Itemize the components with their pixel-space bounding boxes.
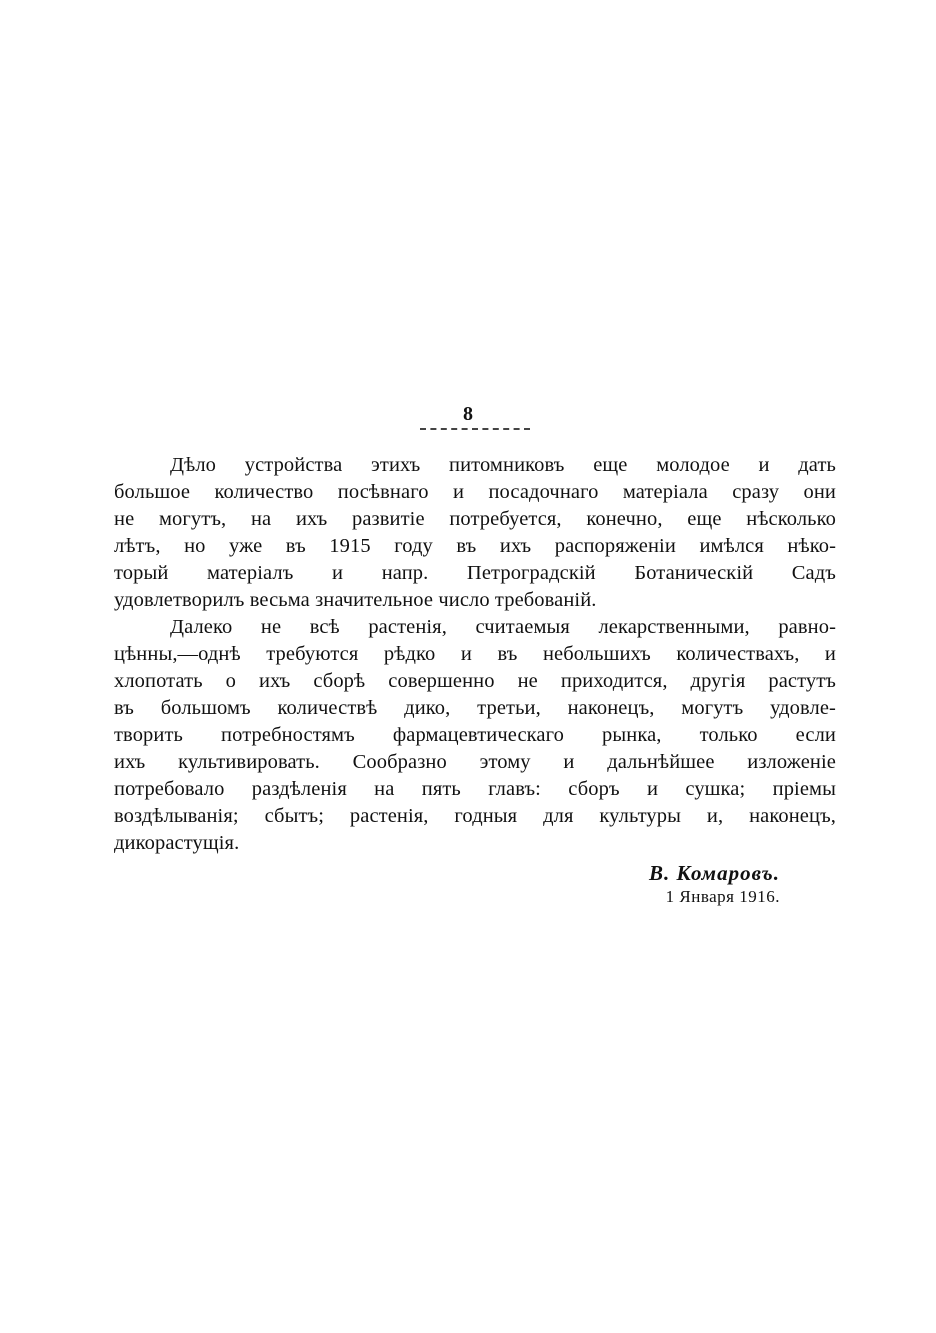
text-line: хлопотать о ихъ сборѣ совершенно не приходится, другія растутъ <box>114 670 836 692</box>
text-line: цѣнны,—однѣ требуются рѣдко и въ небольшихъ количествахъ, и <box>114 643 836 665</box>
body-text <box>114 452 836 857</box>
text-line: Дѣло устройства этихъ питомниковъ еще молодое и дать <box>170 454 836 476</box>
page-number: 8 <box>463 403 473 425</box>
text-line: торый матеріалъ и напр. Петроградскій Ботаническій Садъ <box>114 562 836 584</box>
paragraph-2 <box>114 614 836 857</box>
text-line: Далеко не всѣ растенія, считаемыя лекарственными, равно- <box>170 616 836 638</box>
text-line: большое количество посѣвнаго и посадочнаго матеріала сразу они <box>114 481 836 503</box>
header-rule <box>420 428 530 430</box>
signature-date: 1 Января 1916. <box>665 887 780 906</box>
text-line: потребовало раздѣленія на пять главъ: сборъ и сушка; пріемы <box>114 778 836 800</box>
text-line: въ большомъ количествѣ дико, третьи, наконецъ, могутъ удовле- <box>114 697 836 719</box>
text-line: не могутъ, на ихъ развитіе потребуется, конечно, еще нѣсколько <box>114 508 836 530</box>
text-line: ихъ культивировать. Сообразно этому и дальнѣйшее изложеніе <box>114 751 836 773</box>
text-line: удовлетворилъ весьма значительное число требованій. <box>114 589 597 611</box>
text-line: творить потребностямъ фармацевтическаго рынка, только если <box>114 724 836 746</box>
text-line: дикорастущія. <box>114 832 240 854</box>
signature-block <box>560 860 780 908</box>
text-line: лѣтъ, но уже въ 1915 году въ ихъ распоряженіи имѣлся нѣко- <box>114 535 836 557</box>
author-signature: В. Комаровъ. <box>649 861 780 885</box>
text-line: воздѣлыванія; сбытъ; растенія, годныя для культуры и, наконецъ, <box>114 805 836 827</box>
paragraph-1 <box>114 452 836 614</box>
